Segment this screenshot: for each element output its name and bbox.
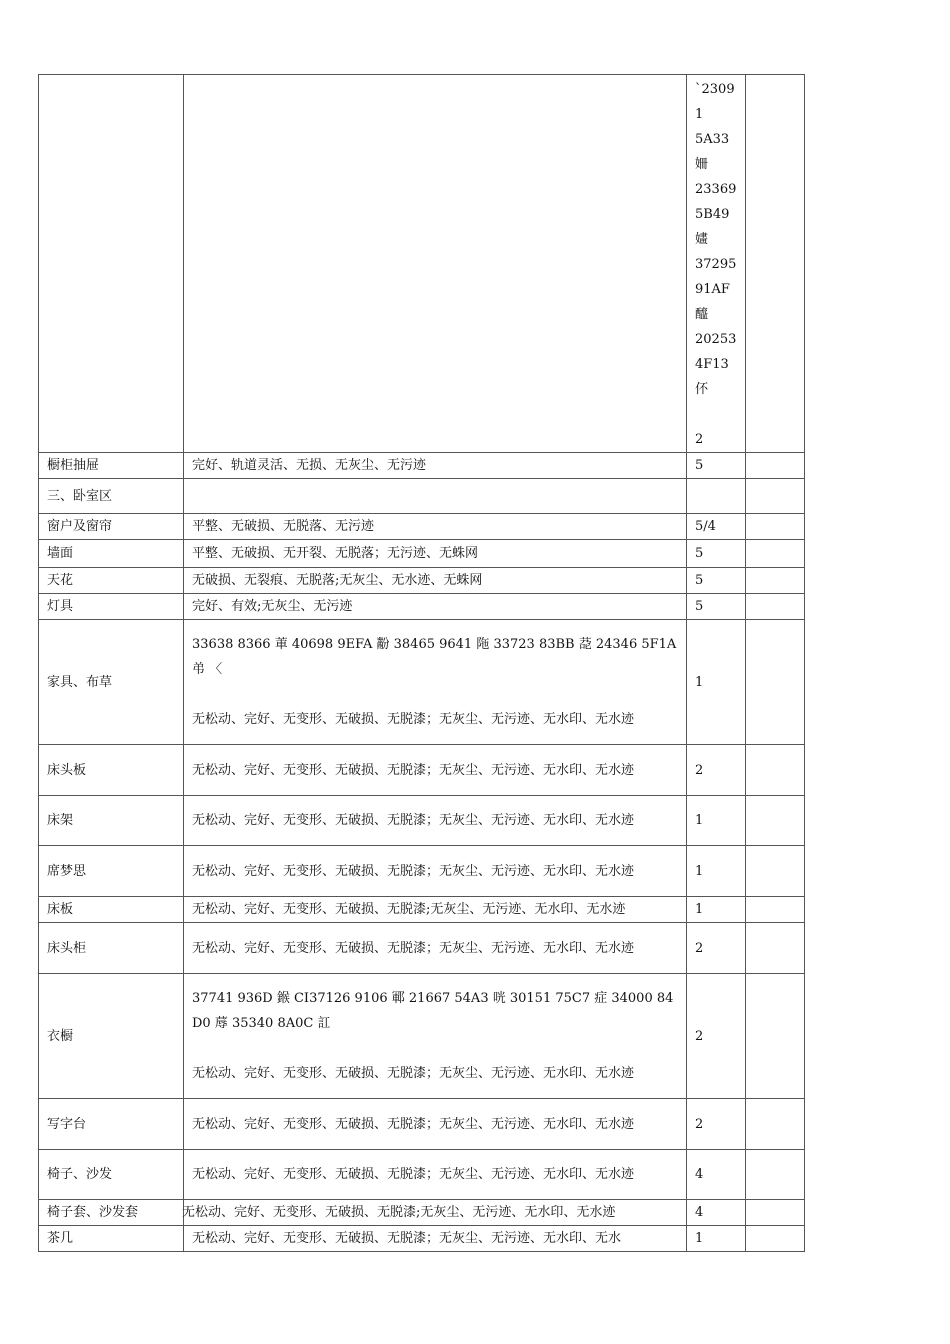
item-cell: 墙面 bbox=[39, 540, 184, 568]
item-cell: 床板 bbox=[39, 897, 184, 923]
item-cell: 椅子、沙发 bbox=[39, 1150, 184, 1200]
item-cell: 席梦思 bbox=[39, 846, 184, 897]
score-value: 2 bbox=[695, 432, 704, 447]
table-row bbox=[39, 1200, 805, 1226]
table-row bbox=[39, 479, 805, 514]
table-row bbox=[39, 745, 805, 796]
standard-cell: 无松动、完好、无变形、无破损、无脱漆；无灰尘、无污迹、无水印、无水 bbox=[184, 1226, 687, 1252]
code-line: 37295 bbox=[695, 257, 737, 272]
standard-code-text: 33638 8366 莗 40698 9EFA 黺 38465 9641 陁 33723 83BB 莻 24346 5F1A 弚 〈 bbox=[192, 637, 677, 677]
code-line: `2309 bbox=[695, 82, 735, 97]
standard-cell: 无松动、完好、无变形、无破损、无脱漆；无灰尘、无污迹、无水印、无水迹 bbox=[184, 745, 687, 796]
score-cell: 1 bbox=[687, 1226, 746, 1252]
score-cell: 4 bbox=[687, 1200, 746, 1226]
item-cell: 床架 bbox=[39, 796, 184, 846]
item-cell: 衣橱 bbox=[39, 974, 184, 1099]
code-line: 嫿 bbox=[695, 232, 709, 247]
section-heading: 三、卧室区 bbox=[39, 479, 184, 514]
remark-cell bbox=[746, 796, 805, 846]
standard-cell bbox=[184, 75, 687, 453]
score-cell: 2 bbox=[687, 974, 746, 1099]
remark-cell bbox=[746, 479, 805, 514]
table-row bbox=[39, 75, 805, 453]
remark-cell bbox=[746, 1150, 805, 1200]
table-row bbox=[39, 620, 805, 745]
standard-cell: 无松动、完好、无变形、无破损、无脱漆;无灰尘、无污迹、无水印、无水迹 bbox=[184, 897, 687, 923]
score-cell: 5 bbox=[687, 594, 746, 620]
score-cell: 5/4 bbox=[687, 514, 746, 540]
score-cell: 5 bbox=[687, 568, 746, 594]
code-line: 5B49 bbox=[695, 207, 730, 222]
remark-cell bbox=[746, 974, 805, 1099]
item-cell: 床头板 bbox=[39, 745, 184, 796]
remark-cell bbox=[746, 745, 805, 796]
score-cell: 1 bbox=[687, 897, 746, 923]
code-line: 1 bbox=[695, 107, 704, 122]
standard-cell: 平整、无破损、无脱落、无污迹 bbox=[184, 514, 687, 540]
remark-cell bbox=[746, 1200, 805, 1226]
score-cell: 5 bbox=[687, 453, 746, 479]
table-row bbox=[39, 923, 805, 974]
table-row bbox=[39, 540, 805, 568]
standard-cell bbox=[184, 1200, 687, 1226]
remark-cell bbox=[746, 846, 805, 897]
remark-cell bbox=[746, 1226, 805, 1252]
table-row bbox=[39, 568, 805, 594]
code-line: 23369 bbox=[695, 182, 737, 197]
item-cell: 灯具 bbox=[39, 594, 184, 620]
table-row bbox=[39, 1099, 805, 1150]
score-cell: 2 bbox=[687, 923, 746, 974]
standard-cell: 无破损、无裂痕、无脱落;无灰尘、无水迹、无蛛网 bbox=[184, 568, 687, 594]
inspection-table bbox=[38, 74, 805, 1252]
standard-cell: 完好、轨道灵活、无损、无灰尘、无污迹 bbox=[184, 453, 687, 479]
standard-cell: 完好、有效;无灰尘、无污迹 bbox=[184, 594, 687, 620]
standard-text: 无松动、完好、无变形、无破损、无脱漆；无灰尘、无污迹、无水印、无水迹 bbox=[192, 712, 635, 727]
score-cell: 2 bbox=[687, 1099, 746, 1150]
table-row bbox=[39, 846, 805, 897]
item-cell: 家具、布草 bbox=[39, 620, 184, 745]
item-cell: 窗户及窗帘 bbox=[39, 514, 184, 540]
code-line: 91AF bbox=[695, 282, 730, 297]
remark-cell bbox=[746, 620, 805, 745]
code-line: 伓 bbox=[695, 382, 709, 397]
standard-text: 无松动、完好、无变形、无破损、无脱漆;无灰尘、无污迹、无水印、无水迹 bbox=[182, 1205, 616, 1220]
code-line: 醯 bbox=[695, 307, 709, 322]
code-line: 姍 bbox=[695, 157, 709, 172]
code-line: 20253 bbox=[695, 332, 737, 347]
remark-cell bbox=[746, 514, 805, 540]
table-row bbox=[39, 974, 805, 1099]
code-line: 5A33 bbox=[695, 132, 730, 147]
standard-cell bbox=[184, 974, 687, 1099]
table-row bbox=[39, 1226, 805, 1252]
standard-cell: 无松动、完好、无变形、无破损、无脱漆；无灰尘、无污迹、无水印、无水迹 bbox=[184, 846, 687, 897]
score-cell: 1 bbox=[687, 846, 746, 897]
score-cell bbox=[687, 479, 746, 514]
item-cell: 橱柜抽屉 bbox=[39, 453, 184, 479]
remark-cell bbox=[746, 453, 805, 479]
item-cell: 写字台 bbox=[39, 1099, 184, 1150]
standard-text: 无松动、完好、无变形、无破损、无脱漆；无灰尘、无污迹、无水印、无水迹 bbox=[192, 1066, 635, 1081]
remark-cell bbox=[746, 594, 805, 620]
code-lines bbox=[695, 75, 737, 452]
table-row bbox=[39, 897, 805, 923]
item-cell: 天花 bbox=[39, 568, 184, 594]
item-cell: 床头柜 bbox=[39, 923, 184, 974]
standard-code-text: 37741 936D 鍭 CI37126 9106 鄆 21667 54A3 咣 30151 75C7 症 34000 84D0 蓐 35340 8A0C 訌 bbox=[192, 991, 674, 1031]
remark-cell bbox=[746, 568, 805, 594]
standard-cell bbox=[184, 479, 687, 514]
item-cell: 椅子套、沙发套 bbox=[39, 1200, 184, 1226]
item-cell bbox=[39, 75, 184, 453]
table-row bbox=[39, 453, 805, 479]
item-cell: 茶几 bbox=[39, 1226, 184, 1252]
score-cell: 1 bbox=[687, 796, 746, 846]
remark-cell bbox=[746, 1099, 805, 1150]
standard-cell bbox=[184, 620, 687, 745]
table-row bbox=[39, 514, 805, 540]
table-row bbox=[39, 796, 805, 846]
table-row bbox=[39, 1150, 805, 1200]
standard-cell: 无松动、完好、无变形、无破损、无脱漆；无灰尘、无污迹、无水印、无水迹 bbox=[184, 923, 687, 974]
remark-cell bbox=[746, 540, 805, 568]
code-line: 4F13 bbox=[695, 357, 729, 372]
standard-cell: 无松动、完好、无变形、无破损、无脱漆；无灰尘、无污迹、无水印、无水迹 bbox=[184, 1099, 687, 1150]
score-cell: 1 bbox=[687, 620, 746, 745]
remark-cell bbox=[746, 923, 805, 974]
score-cell: 5 bbox=[687, 540, 746, 568]
table-row bbox=[39, 594, 805, 620]
score-cell: 4 bbox=[687, 1150, 746, 1200]
remark-cell bbox=[746, 897, 805, 923]
remark-cell bbox=[746, 75, 805, 453]
standard-cell: 平整、无破损、无开裂、无脱落；无污迹、无蛛网 bbox=[184, 540, 687, 568]
score-cell: 2 bbox=[687, 745, 746, 796]
standard-cell: 无松动、完好、无变形、无破损、无脱漆；无灰尘、无污迹、无水印、无水迹 bbox=[184, 1150, 687, 1200]
standard-cell: 无松动、完好、无变形、无破损、无脱漆；无灰尘、无污迹、无水印、无水迹 bbox=[184, 796, 687, 846]
score-cell bbox=[687, 75, 746, 453]
